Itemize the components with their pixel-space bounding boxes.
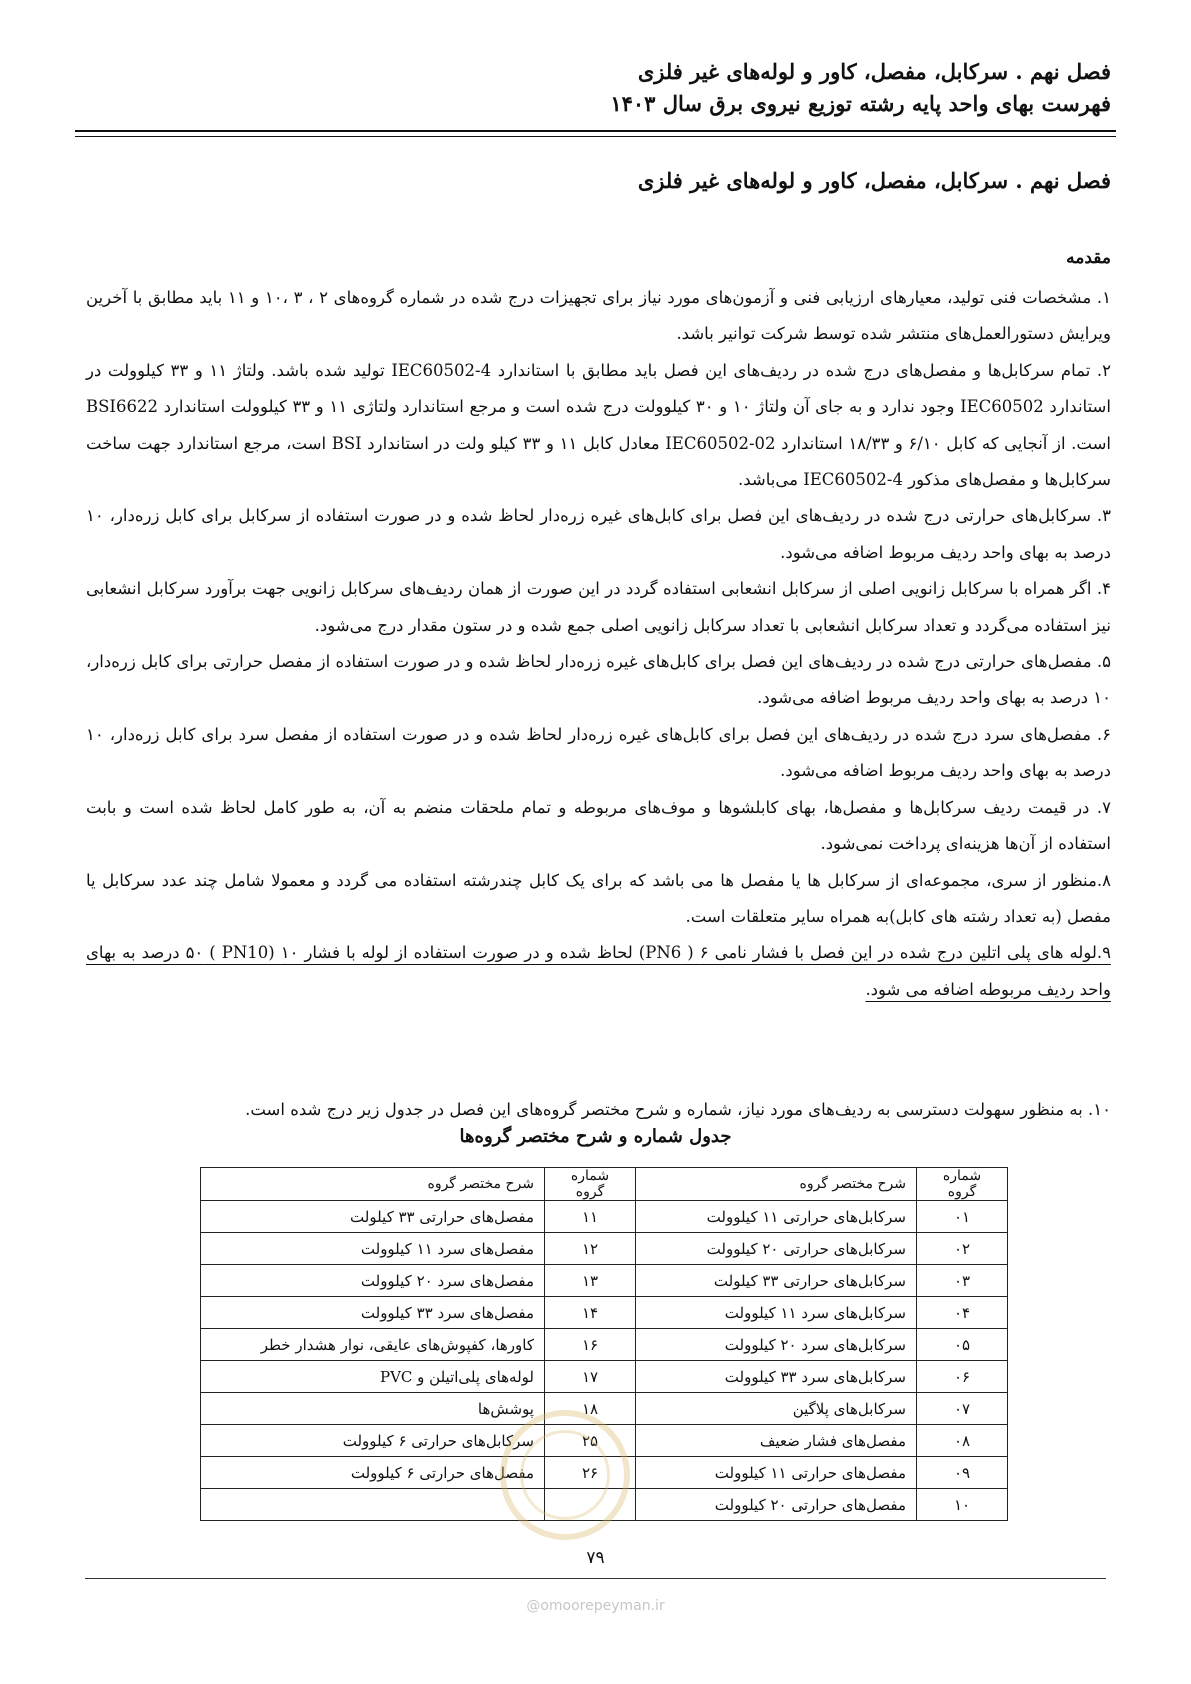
body-text [86, 280, 1111, 1008]
table-cell: ۰۹ [917, 1457, 1008, 1489]
paragraph-2: ۲. تمام سرکابل‌ها و مفصل‌های درج شده در ردیف‌های این فصل باید مطابق با استاندارد IEC60502-4 تولید شده باشد. ولتاژ ۱۱ و ۳۳ کیلوولت در استاندارد IEC60502 وجود ندارد و به جای آن ولتاژ ۱۰ و ۳۰ کیلوولت درج شده است و مرجع استاندارد ولتاژی ۱۱ و ۳۳ کیلوولت استاندارد BSI6622 است. از آنجایی که کابل ۶/۱۰ و ۱۸/۳۳ استاندارد IEC60502-02 معادل کابل ۱۱ و ۳۳ کیلو ولت در استاندارد BSI است، مرجع استاندارد جهت ساخت سرکابل‌ها و مفصل‌های مذکور IEC60502-4 می‌باشد. [86, 360, 1111, 490]
table-cell: ۰۷ [917, 1393, 1008, 1425]
table-cell: مفصل‌های سرد ۲۰ کیلوولت [201, 1265, 545, 1297]
watermark-text: @omoorepeyman.ir [526, 1598, 665, 1614]
paragraph-3: ۳. سرکابل‌های حرارتی درج شده در ردیف‌های این فصل برای کابل‌های غیره زره‌دار لحاظ شده و در صورت استفاده از سرکابل برای کابل زره‌دار، ۱۰ درصد به بهای واحد ردیف مربوط اضافه می‌شود. [86, 506, 1111, 562]
table-row [201, 1265, 1008, 1297]
table-cell [201, 1489, 545, 1521]
table-title: جدول شماره و شرح مختصر گروه‌ها [459, 1126, 732, 1147]
table-row [201, 1233, 1008, 1265]
column-header: شماره گروه [917, 1168, 1008, 1201]
paragraph-5: ۵. مفصل‌های حرارتی درج شده در ردیف‌های این فصل برای کابل‌های غیره زره‌دار لحاظ شده و در صورت استفاده از مفصل حرارتی برای کابل زره‌دار، ۱۰ درصد به بهای واحد ردیف مربوط اضافه می‌شود. [86, 652, 1111, 708]
table-row [201, 1329, 1008, 1361]
table-cell: ۰۴ [917, 1297, 1008, 1329]
table-row [201, 1425, 1008, 1457]
table-cell: مفصل‌های حرارتی ۳۳ کیلولت [201, 1201, 545, 1233]
intro-heading: مقدمه [1066, 248, 1111, 268]
table-cell: مفصل‌های سرد ۳۳ کیلوولت [201, 1297, 545, 1329]
chapter-title: فصل نهم . سرکابل، مفصل، کاور و لوله‌های غیر فلزی [637, 168, 1111, 193]
table-cell: ۰۵ [917, 1329, 1008, 1361]
table-cell: سرکابل‌های حرارتی ۱۱ کیلوولت [636, 1201, 917, 1233]
paragraph-8: ۸.منظور از سری، مجموعه‌ای از سرکابل ها یا مفصل ها می باشد که برای یک کابل چندرشته استفاده می گردد و معمولا شامل چند عدد سرکابل یا مفصل (به تعداد رشته های کابل)به همراه سایر متعلقات است. [86, 870, 1111, 926]
running-header [80, 56, 1111, 120]
table-cell: مفصل‌های سرد ۱۱ کیلوولت [201, 1233, 545, 1265]
table-row [201, 1489, 1008, 1521]
paragraph-10: ۱۰. به منظور سهولت دسترسی به ردیف‌های مورد نیاز، شماره و شرح مختصر گروه‌های این فصل در جدول زیر درج شده است. [245, 1100, 1111, 1119]
page-number: ۷۹ [586, 1548, 605, 1568]
table-cell: ۰۲ [917, 1233, 1008, 1265]
table-row [201, 1361, 1008, 1393]
table-row [201, 1457, 1008, 1489]
group-table [200, 1167, 1008, 1521]
table-cell: ۱۲ [545, 1233, 636, 1265]
table-cell: ۱۳ [545, 1265, 636, 1297]
paragraph-6: ۶. مفصل‌های سرد درج شده در ردیف‌های این فصل برای کابل‌های غیره زره‌دار لحاظ شده و در صورت استفاده از مفصل سرد برای کابل زره‌دار، ۱۰ درصد به بهای واحد ردیف مربوط اضافه می‌شود. [86, 724, 1111, 781]
header-rule-thin [75, 136, 1116, 137]
column-header: شرح مختصر گروه [201, 1168, 545, 1201]
table-cell: ۰۱ [917, 1201, 1008, 1233]
table-cell: پوشش‌ها [201, 1393, 545, 1425]
table-cell: مفصل‌های حرارتی ۶ کیلوولت [201, 1457, 545, 1489]
table-row [201, 1393, 1008, 1425]
table-cell [545, 1489, 636, 1521]
table-cell: ۱۰ [917, 1489, 1008, 1521]
header-book-title: فهرست بهای واحد پایه رشته توزیع نیروی برق سال ۱۴۰۳ [610, 91, 1111, 116]
column-header: شماره گروه [545, 1168, 636, 1201]
column-header: شرح مختصر گروه [636, 1168, 917, 1201]
paragraph-1: ۱. مشخصات فنی تولید، معیارهای ارزیابی فنی و آزمون‌های مورد نیاز برای تجهیزات درج شده در شماره گروه‌های ۲ ، ۳ ،۱۰ و ۱۱ باید مطابق با آخرین ویرایش دستورالعمل‌های منتشر شده توسط شرکت توانیر باشد. [86, 288, 1111, 344]
table-row [201, 1201, 1008, 1233]
table-cell: لوله‌های پلی‌اتیلن و PVC [201, 1361, 545, 1393]
table-cell: ۰۸ [917, 1425, 1008, 1457]
table-cell: ۱۷ [545, 1361, 636, 1393]
table-cell: مفصل‌های حرارتی ۲۰ کیلوولت [636, 1489, 917, 1521]
table-cell: ۱۸ [545, 1393, 636, 1425]
table-cell: سرکابل‌های سرد ۱۱ کیلوولت [636, 1297, 917, 1329]
table-cell: ۱۱ [545, 1201, 636, 1233]
table-cell: سرکابل‌های حرارتی ۲۰ کیلوولت [636, 1233, 917, 1265]
footer-rule [85, 1578, 1106, 1579]
paragraph-4: ۴. اگر همراه با سرکابل زانویی اصلی از سرکابل انشعابی استفاده گردد در این صورت از همان ردیف‌های سرکابل زانویی جهت برآورد سرکابل انشعابی نیز استفاده می‌گردد و تعداد سرکابل انشعابی با تعداد سرکابل زانویی اصلی جمع شده و در ستون مقدار درج می‌شود. [86, 579, 1111, 635]
paragraph-9: ۹.لوله های پلی اتلین درج شده در این فصل با فشار نامی ۶ ( PN6) لحاظ شده و در صورت استفاده از لوله با فشار ۱۰ (PN10 ) ۵۰ درصد به بهای واحد ردیف مربوطه اضافه می شود. [86, 943, 1111, 999]
table-cell: مفصل‌های فشار ضعیف [636, 1425, 917, 1457]
table-cell: سرکابل‌های حرارتی ۶ کیلوولت [201, 1425, 545, 1457]
table-cell: ۲۵ [545, 1425, 636, 1457]
table-cell: ۱۶ [545, 1329, 636, 1361]
table-cell: سرکابل‌های حرارتی ۳۳ کیلولت [636, 1265, 917, 1297]
table-cell: ۰۶ [917, 1361, 1008, 1393]
header-chapter-title: فصل نهم . سرکابل، مفصل، کاور و لوله‌های غیر فلزی [637, 59, 1111, 84]
table-header-row [201, 1168, 1008, 1201]
table-cell: ۱۴ [545, 1297, 636, 1329]
table-cell: کاورها، کفپوش‌های عایقی، نوار هشدار خطر [201, 1329, 545, 1361]
table-cell: سرکابل‌های سرد ۲۰ کیلوولت [636, 1329, 917, 1361]
table-cell: مفصل‌های حرارتی ۱۱ کیلوولت [636, 1457, 917, 1489]
paragraph-7: ۷. در قیمت ردیف سرکابل‌ها و مفصل‌ها، بهای کابلشوها و موف‌های مربوطه و تمام ملحقات منضم به آن، به طور کامل لحاظ شده است و بابت استفاده از آن‌ها هزینه‌ای پرداخت نمی‌شود. [86, 797, 1111, 854]
table-cell: سرکابل‌های پلاگین [636, 1393, 917, 1425]
table-cell: ۰۳ [917, 1265, 1008, 1297]
table-cell: سرکابل‌های سرد ۳۳ کیلوولت [636, 1361, 917, 1393]
table-cell: ۲۶ [545, 1457, 636, 1489]
table-row [201, 1297, 1008, 1329]
header-rule-thick [75, 130, 1116, 132]
